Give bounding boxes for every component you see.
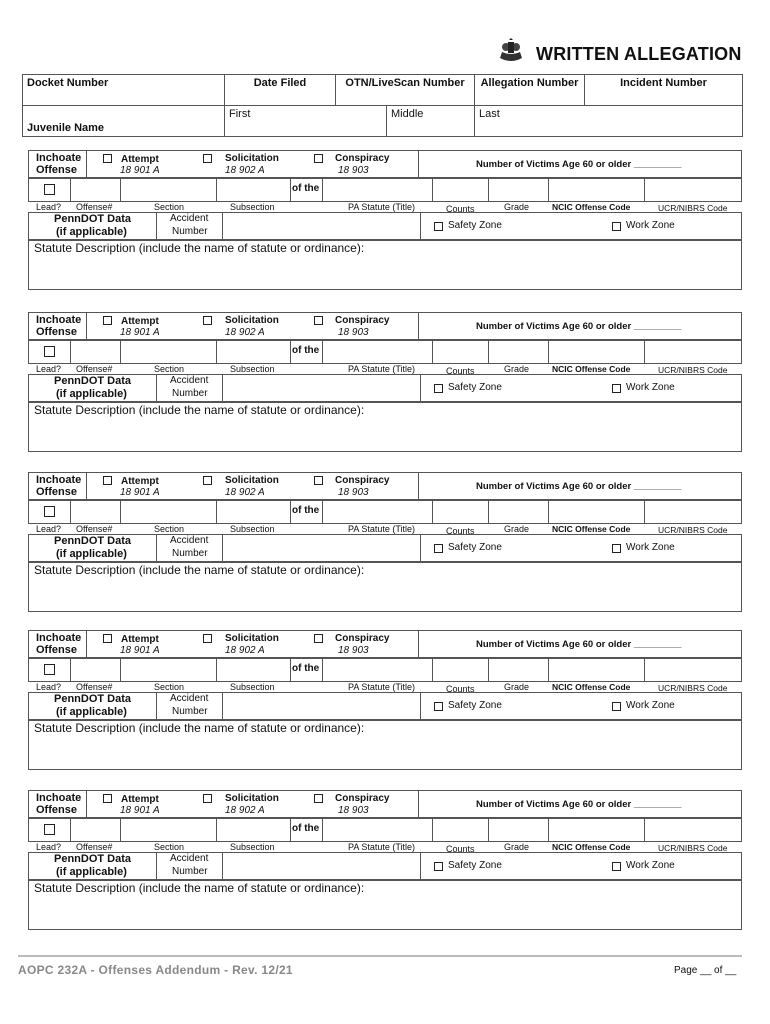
penndot-label: PennDOT Data: [54, 693, 132, 705]
solicitation-label: Solicitation: [225, 793, 279, 804]
conspiracy-code: 18 903: [338, 327, 369, 338]
conspiracy-code: 18 903: [338, 487, 369, 498]
victims-label[interactable]: Number of Victims Age 60 or older _________: [476, 159, 682, 170]
if-applicable-label: (if applicable): [56, 548, 127, 560]
if-applicable-label: (if applicable): [56, 388, 127, 400]
form-id: AOPC 232A - Offenses Addendum - Rev. 12/21: [18, 963, 293, 977]
work-zone-label: Work Zone: [626, 700, 675, 711]
attempt-checkbox[interactable]: [103, 794, 112, 803]
grade-label: Grade: [504, 682, 530, 692]
lead-label: Lead?: [36, 524, 62, 534]
ncic-label: NCIC Offense Code: [552, 364, 631, 374]
offense-number-label: Offense#: [76, 524, 113, 534]
conspiracy-label: Conspiracy: [335, 793, 390, 804]
safety-zone-label: Safety Zone: [448, 220, 502, 231]
of-the-label: of the: [292, 183, 320, 194]
attempt-checkbox[interactable]: [103, 476, 112, 485]
incident-number-field[interactable]: Incident Number: [585, 75, 743, 106]
section-label: Section: [154, 364, 185, 374]
grade-label: Grade: [504, 202, 530, 212]
solicitation-label: Solicitation: [225, 475, 279, 486]
pa-statute-label: PA Statute (Title): [348, 842, 416, 852]
offense-number-label: Offense#: [76, 842, 113, 852]
grade-label: Grade: [504, 364, 530, 374]
ucr-label: UCR/NIBRS Code: [658, 365, 728, 375]
solicitation-checkbox[interactable]: [203, 634, 212, 643]
pa-statute-label: PA Statute (Title): [348, 524, 416, 534]
work-zone-label: Work Zone: [626, 220, 675, 231]
lead-checkbox[interactable]: [44, 664, 55, 675]
statute-description-label: Statute Description (include the name of statute or ordinance):: [34, 241, 365, 255]
penndot-label: PennDOT Data: [54, 535, 132, 547]
safety-zone-checkbox[interactable]: [434, 544, 443, 553]
date-filed-field[interactable]: Date Filed: [225, 75, 336, 106]
form-title: WRITTEN ALLEGATION: [536, 44, 742, 64]
safety-zone-label: Safety Zone: [448, 860, 502, 871]
conspiracy-checkbox[interactable]: [314, 794, 323, 803]
statute-description-label: Statute Description (include the name of statute or ordinance):: [34, 403, 365, 417]
victims-label[interactable]: Number of Victims Age 60 or older _________: [476, 481, 682, 492]
if-applicable-label: (if applicable): [56, 866, 127, 878]
subsection-label: Subsection: [230, 202, 275, 212]
offense-block-1: [28, 150, 742, 290]
attempt-checkbox[interactable]: [103, 316, 112, 325]
if-applicable-label: (if applicable): [56, 706, 127, 718]
solicitation-code: 18 902 A: [225, 487, 265, 498]
statute-description-label: Statute Description (include the name of statute or ordinance):: [34, 563, 365, 577]
juvenile-name-label: Juvenile Name: [23, 106, 225, 137]
offense-label: Offense: [36, 644, 77, 656]
case-info-table: [22, 74, 743, 137]
accident-label: Accident: [170, 375, 209, 386]
offense-number-label: Offense#: [76, 202, 113, 212]
accident-number-label: Number: [172, 226, 208, 237]
offense-label: Offense: [36, 486, 77, 498]
counts-label: Counts: [446, 366, 475, 376]
solicitation-checkbox[interactable]: [203, 476, 212, 485]
lead-checkbox[interactable]: [44, 506, 55, 517]
ucr-label: UCR/NIBRS Code: [658, 203, 728, 213]
ucr-label: UCR/NIBRS Code: [658, 525, 728, 535]
section-label: Section: [154, 682, 185, 692]
solicitation-code: 18 902 A: [225, 327, 265, 338]
subsection-label: Subsection: [230, 364, 275, 374]
safety-zone-checkbox[interactable]: [434, 384, 443, 393]
inchoate-label: Inchoate: [36, 792, 82, 804]
victims-label[interactable]: Number of Victims Age 60 or older _________: [476, 639, 682, 650]
lead-label: Lead?: [36, 202, 62, 212]
conspiracy-checkbox[interactable]: [314, 316, 323, 325]
statute-description-label: Statute Description (include the name of statute or ordinance):: [34, 881, 365, 895]
attempt-checkbox[interactable]: [103, 634, 112, 643]
of-the-label: of the: [292, 505, 320, 516]
accident-number-label: Number: [172, 706, 208, 717]
offense-block-3: [28, 472, 742, 612]
conspiracy-label: Conspiracy: [335, 153, 390, 164]
grade-label: Grade: [504, 842, 530, 852]
counts-label: Counts: [446, 526, 475, 536]
pennsylvania-seal-icon: [496, 38, 526, 64]
safety-zone-label: Safety Zone: [448, 700, 502, 711]
conspiracy-label: Conspiracy: [335, 475, 390, 486]
accident-number-label: Number: [172, 388, 208, 399]
ucr-label: UCR/NIBRS Code: [658, 683, 728, 693]
grade-label: Grade: [504, 524, 530, 534]
work-zone-label: Work Zone: [626, 382, 675, 393]
victims-label[interactable]: Number of Victims Age 60 or older _________: [476, 799, 682, 810]
subsection-label: Subsection: [230, 524, 275, 534]
safety-zone-label: Safety Zone: [448, 542, 502, 553]
solicitation-code: 18 902 A: [225, 165, 265, 176]
section-label: Section: [154, 842, 185, 852]
conspiracy-checkbox[interactable]: [314, 476, 323, 485]
work-zone-checkbox[interactable]: [612, 862, 621, 871]
attempt-checkbox[interactable]: [103, 154, 112, 163]
offense-block-2: [28, 312, 742, 452]
counts-label: Counts: [446, 844, 475, 854]
inchoate-label: Inchoate: [36, 474, 82, 486]
subsection-label: Subsection: [230, 682, 275, 692]
safety-zone-checkbox[interactable]: [434, 702, 443, 711]
inchoate-label: Inchoate: [36, 152, 82, 164]
ucr-label: UCR/NIBRS Code: [658, 843, 728, 853]
solicitation-code: 18 902 A: [225, 805, 265, 816]
attempt-code: 18 901 A: [120, 165, 160, 176]
solicitation-checkbox[interactable]: [203, 794, 212, 803]
attempt-code: 18 901 A: [120, 487, 160, 498]
penndot-label: PennDOT Data: [54, 853, 132, 865]
offense-label: Offense: [36, 804, 77, 816]
lead-label: Lead?: [36, 364, 62, 374]
conspiracy-code: 18 903: [338, 165, 369, 176]
work-zone-checkbox[interactable]: [612, 384, 621, 393]
safety-zone-checkbox[interactable]: [434, 862, 443, 871]
solicitation-label: Solicitation: [225, 633, 279, 644]
of-the-label: of the: [292, 823, 320, 834]
allegation-number-field[interactable]: Allegation Number: [475, 75, 585, 106]
pa-statute-label: PA Statute (Title): [348, 682, 416, 692]
docket-number-field[interactable]: Docket Number: [23, 75, 225, 106]
counts-label: Counts: [446, 204, 475, 214]
lead-checkbox[interactable]: [44, 824, 55, 835]
of-the-label: of the: [292, 345, 320, 356]
ncic-label: NCIC Offense Code: [552, 682, 631, 692]
attempt-label: Attempt: [121, 476, 159, 487]
lead-label: Lead?: [36, 682, 62, 692]
ncic-label: NCIC Offense Code: [552, 524, 631, 534]
ncic-label: NCIC Offense Code: [552, 842, 631, 852]
safety-zone-label: Safety Zone: [448, 382, 502, 393]
subsection-label: Subsection: [230, 842, 275, 852]
attempt-label: Attempt: [121, 634, 159, 645]
accident-label: Accident: [170, 213, 209, 224]
page-number: Page __ of __: [674, 965, 737, 976]
lead-label: Lead?: [36, 842, 62, 852]
attempt-label: Attempt: [121, 794, 159, 805]
conspiracy-checkbox[interactable]: [314, 634, 323, 643]
conspiracy-code: 18 903: [338, 805, 369, 816]
work-zone-checkbox[interactable]: [612, 702, 621, 711]
attempt-code: 18 901 A: [120, 805, 160, 816]
section-label: Section: [154, 202, 185, 212]
offense-block-5: [28, 790, 742, 930]
attempt-code: 18 901 A: [120, 645, 160, 656]
offense-label: Offense: [36, 164, 77, 176]
footer-divider: [18, 955, 742, 957]
solicitation-label: Solicitation: [225, 153, 279, 164]
otn-field[interactable]: OTN/LiveScan Number: [336, 75, 475, 106]
lead-checkbox[interactable]: [44, 346, 55, 357]
penndot-label: PennDOT Data: [54, 375, 132, 387]
conspiracy-label: Conspiracy: [335, 633, 390, 644]
counts-label: Counts: [446, 684, 475, 694]
offense-label: Offense: [36, 326, 77, 338]
solicitation-code: 18 902 A: [225, 645, 265, 656]
conspiracy-label: Conspiracy: [335, 315, 390, 326]
attempt-label: Attempt: [121, 316, 159, 327]
middle-name-field[interactable]: Middle: [387, 106, 475, 137]
victims-label[interactable]: Number of Victims Age 60 or older _________: [476, 321, 682, 332]
conspiracy-checkbox[interactable]: [314, 154, 323, 163]
inchoate-label: Inchoate: [36, 632, 82, 644]
solicitation-checkbox[interactable]: [203, 154, 212, 163]
penndot-label: PennDOT Data: [54, 213, 132, 225]
ncic-label: NCIC Offense Code: [552, 202, 631, 212]
safety-zone-checkbox[interactable]: [434, 222, 443, 231]
offense-number-label: Offense#: [76, 682, 113, 692]
work-zone-label: Work Zone: [626, 542, 675, 553]
offense-number-label: Offense#: [76, 364, 113, 374]
lead-checkbox[interactable]: [44, 184, 55, 195]
first-name-field[interactable]: First: [225, 106, 387, 137]
accident-number-label: Number: [172, 548, 208, 559]
solicitation-label: Solicitation: [225, 315, 279, 326]
statute-description-label: Statute Description (include the name of statute or ordinance):: [34, 721, 365, 735]
inchoate-label: Inchoate: [36, 314, 82, 326]
accident-label: Accident: [170, 535, 209, 546]
work-zone-checkbox[interactable]: [612, 222, 621, 231]
work-zone-label: Work Zone: [626, 860, 675, 871]
pa-statute-label: PA Statute (Title): [348, 202, 416, 212]
accident-number-label: Number: [172, 866, 208, 877]
pa-statute-label: PA Statute (Title): [348, 364, 416, 374]
accident-label: Accident: [170, 853, 209, 864]
last-name-field[interactable]: Last: [475, 106, 743, 137]
section-label: Section: [154, 524, 185, 534]
offense-block-4: [28, 630, 742, 770]
if-applicable-label: (if applicable): [56, 226, 127, 238]
work-zone-checkbox[interactable]: [612, 544, 621, 553]
solicitation-checkbox[interactable]: [203, 316, 212, 325]
of-the-label: of the: [292, 663, 320, 674]
accident-label: Accident: [170, 693, 209, 704]
attempt-label: Attempt: [121, 154, 159, 165]
conspiracy-code: 18 903: [338, 645, 369, 656]
attempt-code: 18 901 A: [120, 327, 160, 338]
